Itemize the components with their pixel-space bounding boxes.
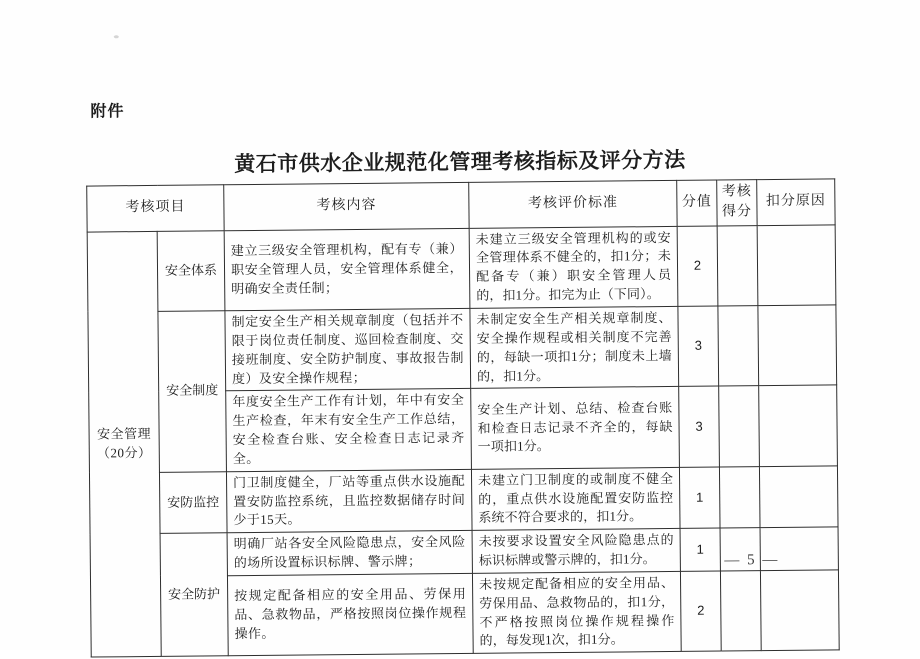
criteria-cell: 安全生产计划、总结、检查台账和检查日志记录不齐全的，每缺一项扣1分。 bbox=[471, 387, 680, 469]
score-cell: 1 bbox=[680, 528, 720, 571]
deduction-reason-cell bbox=[759, 466, 838, 528]
content-cell: 制定安全生产相关规章制度（包括并不限于岗位责任制度、巡回检查制度、交接班制度、安全防护制度、事故报告制度）及安全操作规程； bbox=[225, 308, 471, 391]
table-row bbox=[89, 466, 838, 535]
header-deduction-reason: 扣分原因 bbox=[757, 179, 835, 225]
sub-item-cell: 安防监控 bbox=[159, 471, 227, 533]
header-item: 考核项目 bbox=[87, 185, 224, 232]
header-score: 分值 bbox=[677, 180, 717, 226]
table-row bbox=[87, 224, 836, 312]
deduction-reason-cell bbox=[758, 305, 837, 386]
deduction-reason-cell bbox=[759, 385, 838, 466]
score-cell: 2 bbox=[680, 571, 721, 652]
category-name: 安全管理 bbox=[97, 426, 152, 442]
content-cell: 门卫制度健全，厂站等重点供水设施配置安防监控系统，且监控数据储存时间少于15天。 bbox=[226, 469, 472, 533]
score-cell: 3 bbox=[678, 306, 719, 387]
sub-item-cell: 安全制度 bbox=[158, 311, 227, 472]
content-cell: 明确厂站各安全风险隐患点，安全风险的场所设置标识标牌、警示牌； bbox=[227, 531, 472, 576]
header-criteria: 考核评价标准 bbox=[469, 180, 677, 228]
earned-score-cell bbox=[720, 571, 761, 652]
criteria-cell: 未建立三级安全管理机构的或安全管理体系不健全的，扣1分；未配备专（兼）职安全管理人员的，扣1分。扣完为止（下同）。 bbox=[469, 226, 678, 308]
earned-score-cell bbox=[717, 225, 758, 306]
document-title: 黄石市供水企业规范化管理考核指标及评分方法 bbox=[234, 148, 686, 177]
score-cell: 1 bbox=[679, 467, 720, 529]
page-number: — 5 — bbox=[724, 551, 780, 569]
earned-score-cell bbox=[718, 306, 759, 387]
criteria-cell: 未制定安全生产相关规章制度、安全操作规程或相关制度不完善的，每缺一项扣1分；制度未上墙的，扣1分。 bbox=[470, 306, 679, 388]
deduction-reason-cell bbox=[760, 570, 839, 651]
criteria-cell: 未按要求设置安全风险隐患点的标识标牌或警示牌的，扣1分。 bbox=[472, 529, 680, 574]
sub-item-cell: 安全防护 bbox=[160, 533, 228, 657]
earned-score-cell bbox=[719, 386, 760, 467]
deduction-reason-cell bbox=[757, 224, 836, 305]
category-cell bbox=[87, 231, 161, 657]
header-content: 考核内容 bbox=[224, 182, 469, 230]
attachment-label: 附件 bbox=[90, 103, 125, 121]
score-cell: 3 bbox=[679, 386, 720, 467]
content-cell: 建立三级安全管理机构，配有专（兼）职安全管理人员，安全管理体系健全，明确安全责任制； bbox=[224, 228, 470, 311]
earned-score-cell bbox=[719, 466, 760, 528]
table-row bbox=[88, 305, 837, 393]
header-earned-score: 考核得分 bbox=[717, 180, 757, 226]
assessment-table bbox=[86, 178, 839, 657]
criteria-cell: 未按规定配备相应的安全用品、劳保用品、急救物品的，扣1分，不严格按照岗位操作规程操作的，每发现1次，扣1分。 bbox=[472, 571, 681, 653]
criteria-cell: 未建立门卫制度的或制度不健全的，重点供水设施配置安防监控系统不符合要求的，扣1分。 bbox=[471, 467, 680, 531]
sub-item-cell: 安全体系 bbox=[157, 230, 225, 311]
content-cell: 年度安全生产工作有计划，年中有安全生产检查，年末有安全生产工作总结，安全检查台账、安全检查日志记录齐全。 bbox=[226, 389, 472, 472]
scan-artifact-dot bbox=[114, 35, 119, 38]
category-points: （20分） bbox=[96, 444, 152, 461]
content-cell: 按规定配备相应的安全用品、劳保用品、急救物品，严格按照岗位操作规程操作。 bbox=[227, 573, 473, 656]
score-cell: 2 bbox=[677, 226, 718, 307]
table-header-row bbox=[87, 179, 835, 232]
